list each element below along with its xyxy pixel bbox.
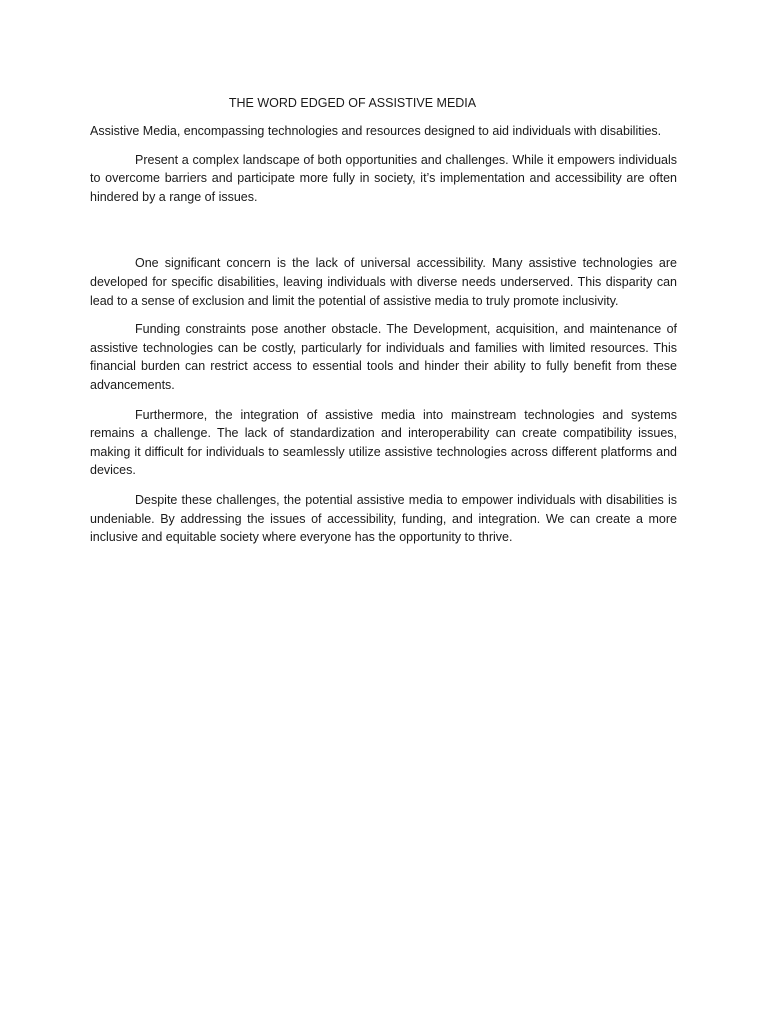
paragraph-overview: Present a complex landscape of both opportunities and challenges. While it empowers individuals to overcome barriers and participate more fully in society, it’s implementation and accessibility are often hindered by a range of issues. [90,152,677,204]
paragraph-accessibility: One significant concern is the lack of universal accessibility. Many assistive technologies are developed for specific disabilities, leaving individuals with diverse needs underserved. This disparity can lead to a sense of exclusion and limit the potential of assistive media to truly promote inclusivity. [90,256,677,308]
intro-paragraph: Assistive Media, encompassing technologies and resources designed to aid individuals with disabilities. [90,124,662,138]
paragraph-conclusion: Despite these challenges, the potential assistive media to empower individuals with disabilities is undeniable. By addressing the issues of accessibility, funding, and integration. We can create a more inclusive and equitable society where everyone has the opportunity to thrive. [90,492,677,545]
document-body [90,122,677,557]
paragraph-integration: Furthermore, the integration of assistive media into mainstream technologies and systems remains a challenge. The lack of standardization and interoperability can create compatibility issues, making it difficult for individuals to seamlessly utilize assistive technologies across different platforms and devices. [90,407,677,478]
paragraph-funding: Funding constraints pose another obstacle. The Development, acquisition, and maintenance of assistive technologies can be costly, particularly for individuals and families with limited resources. This financial burden can restrict access to essential tools and hinder their ability to fully benefit from these advancements. [90,322,677,392]
document-title: THE WORD EDGED OF ASSISTIVE MEDIA [228,96,477,110]
